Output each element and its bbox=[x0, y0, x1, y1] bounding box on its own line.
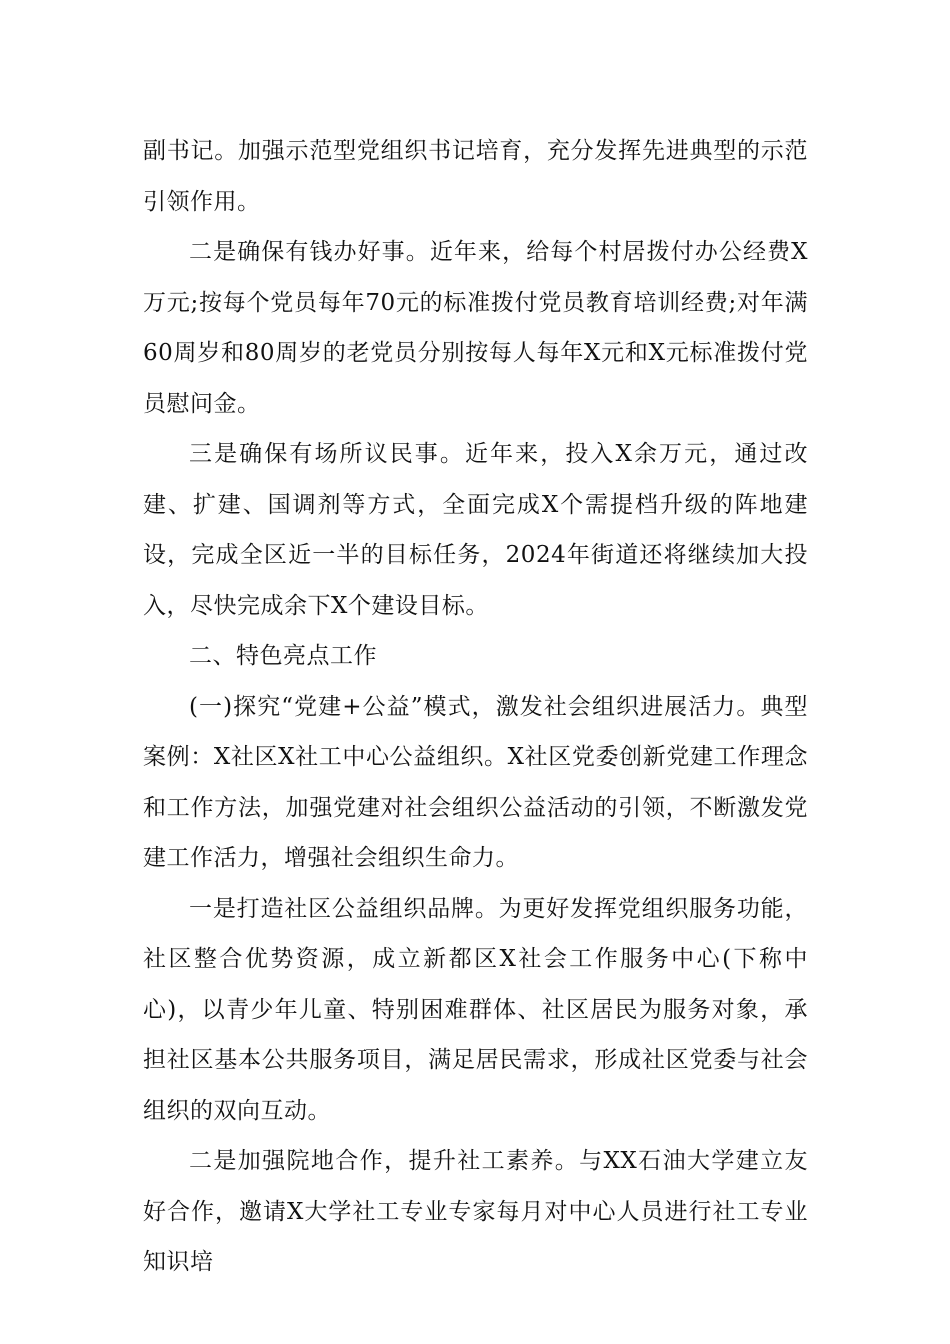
paragraph-3: 三是确保有场所议民事。近年来，投入X余万元，通过改建、扩建、国调剂等方式，全面完成X个需提档升级的阵地建设，完成全区近一半的目标任务，2024年街道还将继续加大投入，尽快完成余下X个建设目标。 bbox=[143, 441, 808, 619]
paragraph-5: (一)探究“党建+公益”模式，激发社会组织进展活力。典型案例：X社区X社工中心公益组织。X社区党委创新党建工作理念和工作方法，加强党建对社会组织公益活动的引领，不断激发党建工作活力，增强社会组织生命力。 bbox=[143, 693, 808, 871]
paragraph-2: 二是确保有钱办好事。近年来，给每个村居拨付办公经费X万元;按每个党员每年70元的标准拨付党员教育培训经费;对年满60周岁和80周岁的老党员分别按每人每年X元和X元标准拨付党员慰问金。 bbox=[143, 239, 808, 417]
paragraph-7: 二是加强院地合作，提升社工素养。与XX石油大学建立友好合作，邀请X大学社工专业专家每月对中心人员进行社工专业知识培 bbox=[143, 1148, 808, 1275]
section-heading: 二、特色亮点工作 bbox=[189, 643, 377, 669]
document-body bbox=[143, 126, 808, 1288]
paragraph-6: 一是打造社区公益组织品牌。为更好发挥党组织服务功能，社区整合优势资源，成立新都区X社会工作服务中心(下称中心)，以青少年儿童、特别困难群体、社区居民为服务对象，承担社区基本公共服务项目，满足居民需求，形成社区党委与社会组织的双向互动。 bbox=[143, 895, 808, 1124]
paragraph-1: 副书记。加强示范型党组织书记培育，充分发挥先进典型的示范引领作用。 bbox=[143, 138, 808, 215]
